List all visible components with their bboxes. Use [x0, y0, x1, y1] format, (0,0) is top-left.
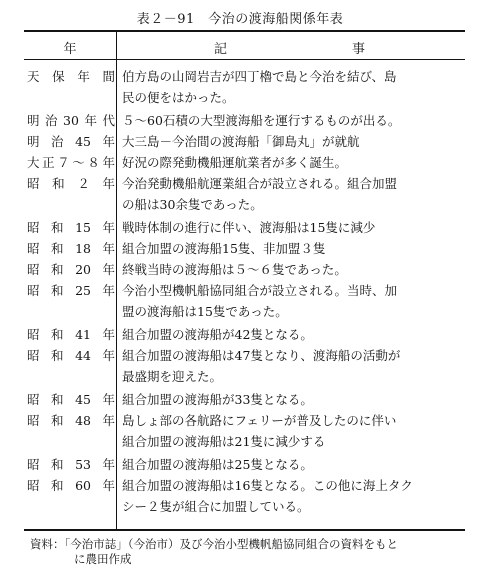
table-header — [24, 32, 465, 60]
row-event — [122, 454, 463, 475]
event-line: シー２隻が組合に加盟している。 — [122, 499, 310, 514]
row-year: 明治30年代 — [27, 113, 115, 128]
row-event — [122, 259, 463, 280]
table-row — [24, 345, 465, 387]
event-line: 大三島－今治間の渡海船「御島丸」が就航 — [122, 134, 360, 149]
table-row — [24, 131, 465, 152]
row-year: 昭和18年 — [27, 241, 115, 256]
event-line: 組合加盟の渡海船は47隻となり、渡海船の活動が — [122, 348, 401, 363]
event-line: 伯方島の山岡岩吉が四丁櫓で島と今治を結び、島 — [122, 69, 397, 84]
event-line: 今治発動機船航運業組合が設立される。組合加盟 — [122, 176, 398, 191]
row-event — [122, 238, 463, 259]
event-line: 最盛期を迎えた。 — [122, 369, 223, 384]
row-event — [122, 66, 463, 108]
event-line: 組合加盟の渡海船は21隻に減少する — [122, 434, 326, 449]
row-event — [122, 152, 463, 173]
row-year: 大正７～８年 — [27, 155, 115, 170]
event-line: の船は30余隻であった。 — [122, 197, 263, 212]
table-row — [24, 152, 465, 173]
table-row — [24, 259, 465, 280]
row-event — [122, 173, 463, 215]
table-row — [24, 110, 465, 131]
event-line: 組合加盟の渡海船15隻、非加盟３隻 — [122, 241, 326, 256]
row-year: 昭和41年 — [27, 327, 115, 342]
row-event — [122, 475, 463, 517]
row-year: 天保年間 — [27, 69, 115, 84]
row-year: 昭和44年 — [27, 348, 115, 363]
row-year: 昭和20年 — [27, 262, 115, 277]
row-year: 昭和２年 — [27, 176, 115, 191]
event-line: 民の便をはかった。 — [122, 90, 235, 105]
header-ji: 事 — [352, 42, 366, 57]
table-row — [24, 389, 465, 410]
row-event — [122, 324, 463, 345]
row-event — [122, 131, 463, 152]
event-line: 組合加盟の渡海船は16隻となる。この他に海上タク — [122, 478, 413, 493]
table-row — [24, 238, 465, 259]
table-row — [24, 173, 465, 215]
row-year: 昭和48年 — [27, 413, 115, 428]
table-row — [24, 324, 465, 345]
event-line: 戦時体制の進行に伴い、渡海船は15隻に減少 — [122, 220, 376, 235]
event-line: 組合加盟の渡海船は25隻となる。 — [122, 457, 313, 472]
table-row — [24, 454, 465, 475]
table-row — [24, 475, 465, 517]
header-year: 年 — [63, 42, 77, 57]
row-event — [122, 345, 463, 387]
row-year: 明治45年 — [27, 134, 115, 149]
source-line: 資料：「今治市誌」（今治市）及び今治小型機帆船協同組合の資料をもと — [30, 537, 398, 551]
event-line: 終戦当時の渡海船は５～６隻であった。 — [122, 262, 347, 277]
event-line: 組合加盟の渡海船が33隻となる。 — [122, 392, 313, 407]
row-year: 昭和53年 — [27, 457, 115, 472]
table-title: 表２－91 今治の渡海船関係年表 — [136, 12, 344, 27]
table-row — [24, 217, 465, 238]
event-line: 組合加盟の渡海船が42隻となる。 — [122, 327, 313, 342]
event-line: 今治小型機帆船協同組合が設立される。当時、加 — [122, 283, 398, 298]
row-year: 昭和45年 — [27, 392, 115, 407]
event-line: 好況の際発動機船運航業者が多く誕生。 — [122, 155, 348, 170]
source-note — [30, 537, 470, 567]
event-line: 島しょ部の各航路にフェリーが普及したのに伴い — [122, 413, 397, 428]
table-row — [24, 66, 465, 108]
table-row — [24, 410, 465, 452]
row-year: 昭和15年 — [27, 220, 115, 235]
row-year: 昭和60年 — [27, 478, 115, 493]
row-event — [122, 410, 463, 452]
row-event — [122, 280, 463, 322]
chronology-table — [24, 30, 465, 531]
row-event — [122, 217, 463, 238]
event-line: 盟の渡海船は15隻であった。 — [122, 304, 288, 319]
row-year: 昭和25年 — [27, 283, 115, 298]
row-event — [122, 389, 463, 410]
source-line: に農田作成 — [74, 552, 132, 566]
row-event — [122, 110, 463, 131]
event-line: ５～60石積の大型渡海船を運行するものが出る。 — [122, 113, 401, 128]
table-row — [24, 280, 465, 322]
table-body — [24, 66, 465, 517]
header-ki: 記 — [214, 42, 228, 57]
